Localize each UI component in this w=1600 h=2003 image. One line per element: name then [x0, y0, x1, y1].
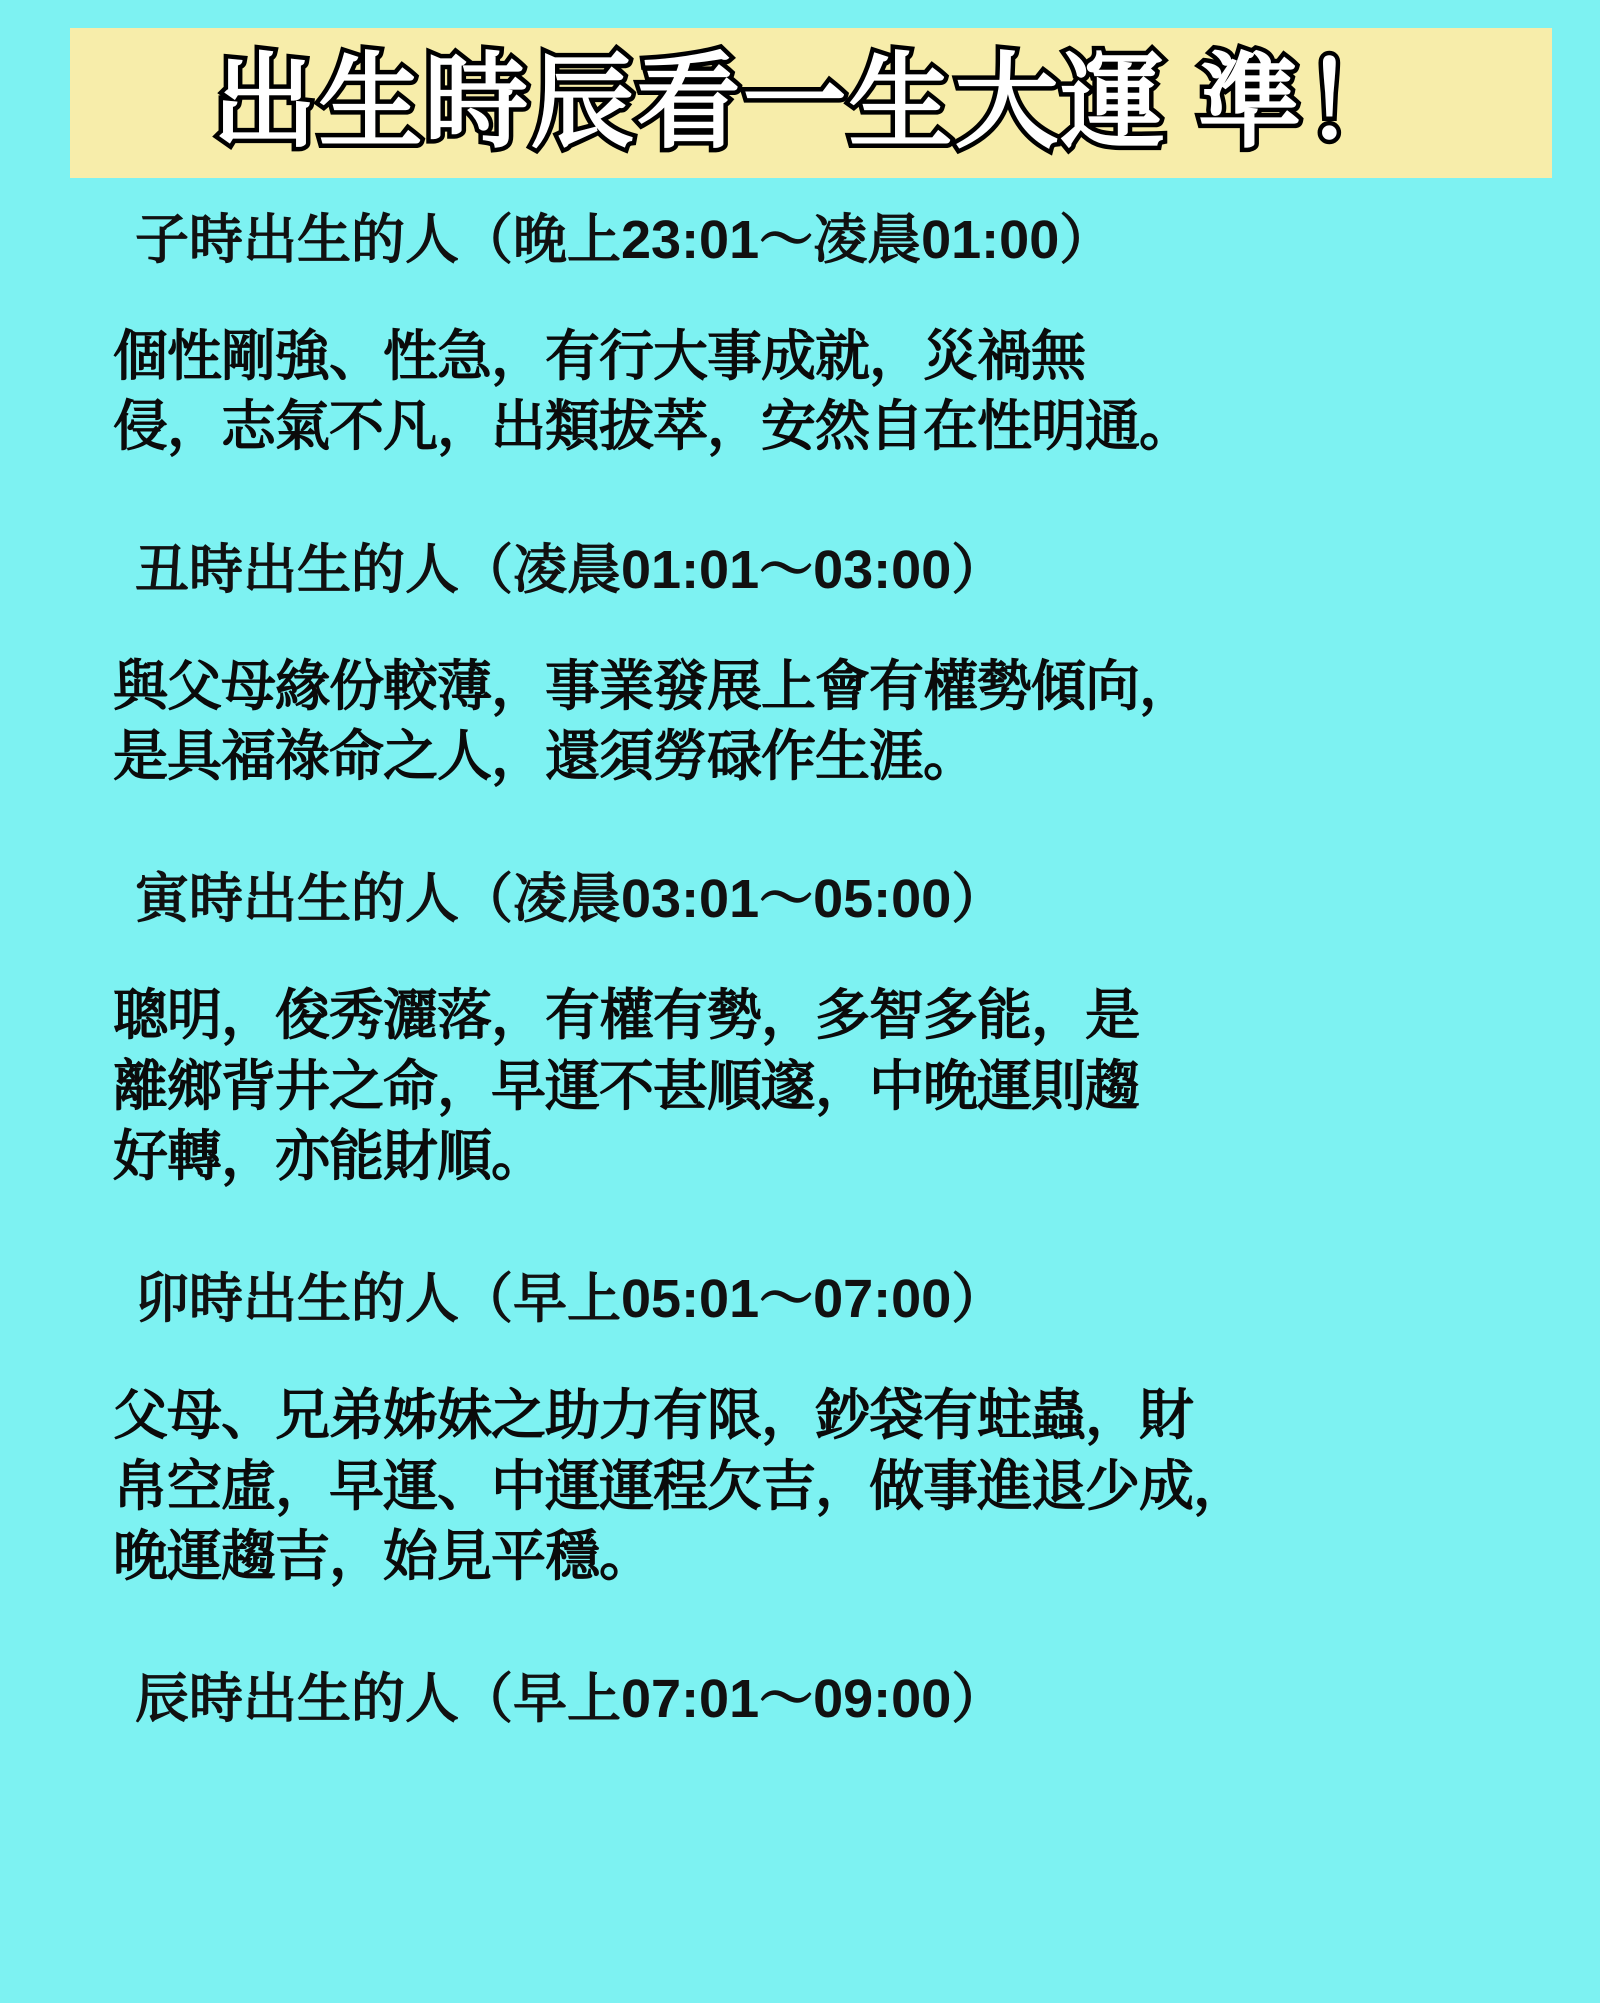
- section-body: [113, 1380, 1490, 1591]
- section-heading: 子時出生的人（晚上23:01～凌晨01:00）: [135, 210, 1114, 270]
- section-heading: 辰時出生的人（早上07:01～09:00）: [135, 1669, 1006, 1730]
- body-line: 好轉，亦能財順。: [113, 1125, 546, 1188]
- section-heading: 寅時出生的人（凌晨03:01～05:00）: [135, 869, 1006, 930]
- spacer: [135, 1191, 1490, 1231]
- body-line: 與父母緣份較薄，事業發展上會有權勢傾向，: [113, 654, 1194, 717]
- spacer: [135, 1591, 1490, 1631]
- section-heading: 卯時出生的人（早上05:01～07:00）: [135, 1269, 1006, 1330]
- spacer: [135, 462, 1490, 502]
- section-yin: [113, 863, 1490, 1191]
- section-mao: [113, 1263, 1490, 1591]
- title-banner: [70, 28, 1552, 178]
- page-title: 出生時辰看一生大運 準！: [212, 45, 1410, 161]
- body-line: 晚運趨吉，始見平穩。: [113, 1525, 654, 1588]
- section-zi: [113, 204, 1490, 462]
- spacer: [135, 791, 1490, 831]
- section-chou: [113, 534, 1490, 792]
- section-body: [113, 980, 1490, 1191]
- body-line: 聰明，俊秀灑落，有權有勢，多智多能，是: [113, 984, 1140, 1047]
- body-line: 侵，志氣不凡，出類拔萃，安然自在性明通。: [113, 395, 1194, 458]
- body-line: 個性剛強、性急，有行大事成就，災禍無: [113, 324, 1086, 387]
- section-heading: 丑時出生的人（凌晨01:01～03:00）: [135, 539, 1006, 600]
- body-line: 離鄉背井之命，早運不甚順邃，中晚運則趨: [113, 1054, 1140, 1117]
- body-line: 帛空虛，早運、中運運程欠吉，做事進退少成，: [113, 1454, 1248, 1517]
- article-content: [0, 178, 1600, 1736]
- section-chen: [135, 1663, 1490, 1736]
- body-line: 父母、兄弟姊妹之助力有限，鈔袋有蛀蟲，財: [113, 1384, 1194, 1447]
- body-line: 是具福祿命之人，還須勞碌作生涯。: [113, 724, 978, 787]
- section-body: [113, 651, 1490, 792]
- section-body: [113, 321, 1490, 462]
